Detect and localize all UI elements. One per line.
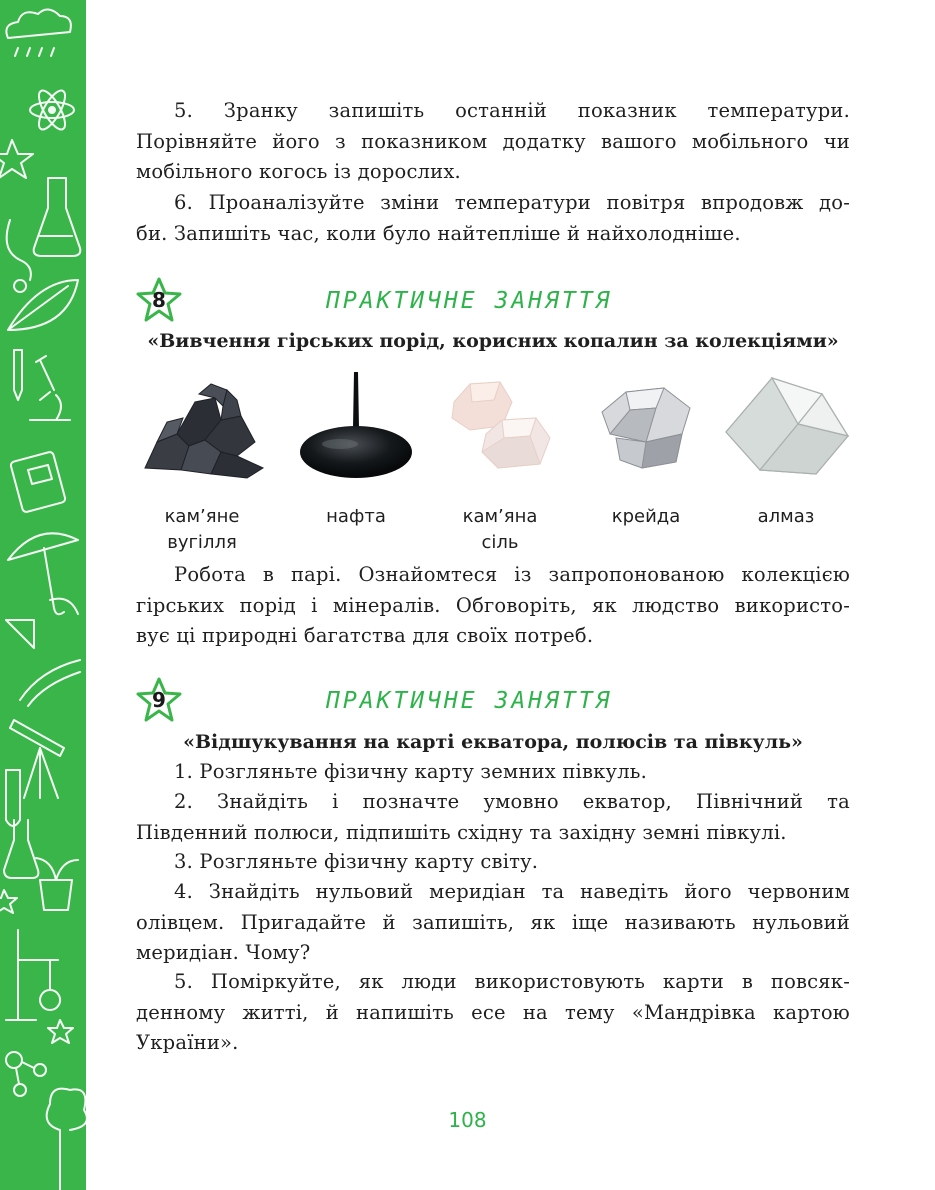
text-line: 2. Знайдіть і позначте умовно екватор, Північний та	[174, 790, 850, 813]
paragraph-pair-work	[136, 560, 850, 652]
minerals-gallery	[136, 372, 850, 552]
text-line: Порівняйте його з показником додатку вашого мобільного чи	[136, 129, 850, 153]
label-line: вугілля	[167, 532, 237, 553]
mineral-diamond	[716, 372, 856, 530]
text-line: вує ці природні багатства для своїх потреб.	[136, 624, 594, 647]
mineral-label	[132, 504, 272, 556]
text-line: денному житті, й напишіть есе на тему «Мандрівка картою	[136, 1000, 850, 1024]
text-line: гірських порід і мінералів. Обговоріть, як людство використо-	[136, 593, 850, 617]
step-1	[136, 757, 850, 788]
text-line: 4. Знайдіть нульовий меридіан та наведіть його червоним	[174, 880, 850, 903]
mineral-label	[716, 504, 856, 530]
text-line: Південний полюси, підпишіть східну та західну земні півкулі.	[136, 820, 787, 844]
label-line: крейда	[611, 506, 681, 527]
section-number: 8	[152, 288, 166, 312]
science-doodles-icon	[0, 0, 86, 1190]
text-line: 1. Розгляньте фізичну карту земних півкуль.	[174, 760, 648, 783]
coal-image	[137, 372, 267, 482]
chalk-image	[586, 372, 706, 482]
step-5	[136, 967, 850, 1059]
mineral-salt	[430, 372, 570, 556]
step-4	[136, 877, 850, 969]
text-line: України».	[136, 1031, 239, 1054]
label-line: алмаз	[757, 506, 815, 527]
step-2	[136, 787, 850, 848]
text-line: Робота в парі. Ознайомтеся із запропонованою колекцією	[174, 563, 850, 586]
section-title: ПРАКТИЧНЕ ЗАНЯТТЯ	[326, 288, 613, 314]
text-line: 5. Поміркуйте, як люди використовують карти в повсяк-	[174, 970, 850, 993]
section-9-header	[136, 676, 850, 720]
diamond-image	[720, 372, 852, 482]
label-line: кам’яне	[164, 506, 240, 527]
text-line: мобільного когось із дорослих.	[136, 160, 461, 183]
label-line: кам’яна	[462, 506, 538, 527]
section-title: ПРАКТИЧНЕ ЗАНЯТТЯ	[326, 688, 613, 714]
text-line: 5. Зранку запишіть останній показник температури.	[174, 99, 850, 122]
mineral-label	[286, 504, 426, 530]
text-line: 3. Розгляньте фізичну карту світу.	[174, 850, 539, 873]
step-3	[136, 847, 850, 878]
page-number: 108	[448, 1108, 487, 1132]
mineral-chalk	[576, 372, 716, 530]
star-badge-icon	[134, 276, 184, 324]
section-number: 9	[152, 688, 166, 712]
paragraph-step-6	[136, 188, 850, 249]
text-line: меридіан. Чому?	[136, 941, 311, 964]
label-line: сіль	[481, 532, 519, 553]
mineral-coal	[132, 372, 272, 556]
oil-image	[296, 372, 416, 482]
decorative-side-strip	[0, 0, 86, 1190]
section-8-header	[136, 276, 850, 320]
salt-image	[440, 372, 560, 482]
section-9-subtitle: «Відшукування на карті екватора, полюсів та півкуль»	[183, 731, 803, 753]
mineral-oil	[286, 372, 426, 530]
mineral-label	[576, 504, 716, 530]
text-line: 6. Проаналізуйте зміни температури повітря впродовж до-	[174, 191, 850, 214]
label-line: нафта	[326, 506, 386, 527]
section-8-subtitle: «Вивчення гірських порід, корисних копалин за колекціями»	[147, 330, 839, 352]
mineral-label	[430, 504, 570, 556]
paragraph-step-5	[136, 96, 850, 188]
text-line: олівцем. Пригадайте й запишіть, як іще називають нульовий	[136, 910, 850, 934]
text-line: би. Запишіть час, коли було найтепліше й найхолодніше.	[136, 221, 741, 245]
star-badge-icon	[134, 676, 184, 724]
